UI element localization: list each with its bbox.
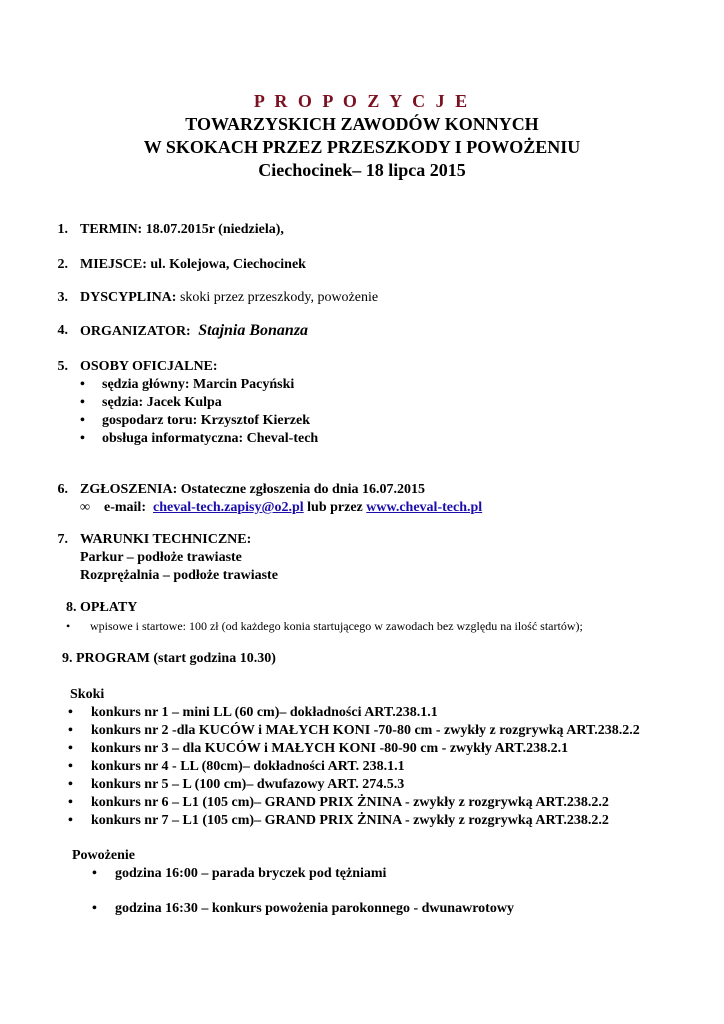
website-link[interactable]: www.cheval-tech.pl [366, 500, 483, 515]
section-number: 3. [57, 290, 68, 305]
official-person: obsługa informatyczna: Cheval-tech [102, 431, 319, 446]
bullet-icon: • [92, 901, 97, 916]
title-line-2: TOWARZYSKICH ZAWODÓW KONNYCH [185, 114, 539, 134]
section-text: ZGŁOSZENIA: Ostateczne zgłoszenia do dnia 16.07.2015 [80, 482, 425, 497]
section-number: 5. [57, 359, 68, 374]
bullet-icon: • [68, 705, 73, 720]
competition-text: konkurs nr 7 – L1 (105 cm)– GRAND PRIX ŻNINA - zwykły z rozgrywką ART.238.2.2 [91, 813, 609, 828]
condition-line: Rozprężalnia – podłoże trawiaste [80, 568, 278, 583]
email-label: e-mail: [104, 500, 146, 515]
bullet-icon: • [66, 619, 71, 633]
competition-text: konkurs nr 4 - LL (80cm)– dokładności ART. 238.1.1 [91, 759, 405, 774]
bullet-icon: • [68, 813, 73, 828]
official-person: sędzia główny: Marcin Pacyński [102, 377, 295, 392]
competition-text: konkurs nr 3 – dla KUCÓW i MAŁYCH KONI -80-90 cm - zwykły ART.238.2.1 [91, 741, 569, 756]
fee-text: wpisowe i startowe: 100 zł (od każdego konia startującego w zawodach bez względu na ilość startów); [90, 619, 583, 633]
bullet-icon: • [80, 395, 85, 410]
section-number: 2. [57, 257, 68, 272]
bullet-icon: • [80, 431, 85, 446]
email-link[interactable]: cheval-tech.zapisy@o2.pl [152, 500, 304, 515]
section-label: WARUNKI TECHNICZNE: [80, 532, 252, 547]
bullet-icon: • [80, 413, 85, 428]
official-person: gospodarz toru: Krzysztof Kierzek [102, 413, 310, 428]
organizer-name: Stajnia Bonanza [198, 322, 309, 339]
title-line-1: P R O P O Z Y C J E [253, 91, 471, 111]
section-number: 7. [57, 532, 68, 547]
bullet-icon: • [68, 795, 73, 810]
competition-text: konkurs nr 6 – L1 (105 cm)– GRAND PRIX ŻNINA - zwykły z rozgrywką ART.238.2.2 [91, 795, 609, 810]
driving-text: godzina 16:00 – parada bryczek pod tężniami [115, 866, 387, 881]
bullet-icon: • [92, 866, 97, 881]
title-line-3: W SKOKACH PRZEZ PRZESZKODY I POWOŻENIU [143, 137, 581, 157]
bullet-icon: • [68, 759, 73, 774]
section-text: TERMIN: 18.07.2015r (niedziela), [80, 222, 284, 237]
bullet-icon: • [68, 741, 73, 756]
section-text: skoki przez przeszkody, powożenie [179, 290, 379, 305]
bullet-icon: • [80, 377, 85, 392]
section-text: MIEJSCE: ul. Kolejowa, Ciechocinek [80, 257, 306, 272]
competition-text: konkurs nr 1 – mini LL (60 cm)– dokładności ART.238.1.1 [91, 705, 438, 720]
section-program: 9. PROGRAM (start godzina 10.30) [62, 651, 276, 666]
powozenie-heading: Powożenie [72, 848, 135, 863]
driving-text: godzina 16:30 – konkurs powożenia parokonnego - dwunawrotowy [115, 901, 514, 916]
section-number: 6. [57, 482, 68, 497]
competition-text: konkurs nr 2 -dla KUCÓW i MAŁYCH KONI -70-80 cm - zwykły z rozgrywką ART.238.2.2 [91, 723, 640, 738]
section-oplaty: 8. OPŁATY [66, 600, 138, 615]
bullet-icon: • [68, 723, 73, 738]
section-number: 1. [57, 222, 68, 237]
section-label: ORGANIZATOR: [80, 324, 191, 339]
official-person: sędzia: Jacek Kulpa [102, 395, 222, 410]
bullet-icon: • [68, 777, 73, 792]
contact-via: lub przez [307, 500, 363, 515]
title-line-4: Ciechocinek– 18 lipca 2015 [258, 160, 466, 180]
competition-text: konkurs nr 5 – L (100 cm)– dwufazowy ART. 274.5.3 [91, 777, 405, 792]
section-label: DYSCYPLINA: [80, 290, 177, 305]
infinity-icon: ∞ [80, 500, 90, 515]
condition-line: Parkur – podłoże trawiaste [80, 550, 242, 565]
section-label: OSOBY OFICJALNE: [80, 359, 218, 374]
section-number: 4. [57, 323, 68, 338]
skoki-heading: Skoki [70, 687, 105, 702]
